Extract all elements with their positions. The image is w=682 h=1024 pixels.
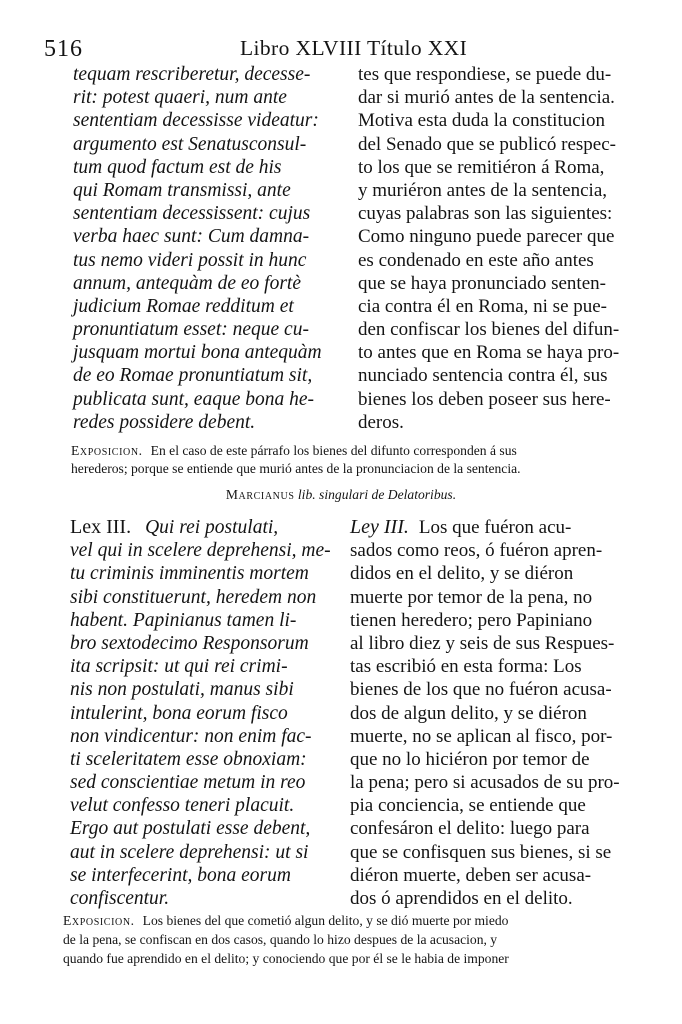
- latin-column-top: [73, 63, 345, 434]
- latin-line-text: Qui rei postulati,: [145, 517, 279, 538]
- latin-line: sententiam decessisse videatur:: [73, 110, 319, 132]
- spanish-line: tes que respondiese, se puede du-: [358, 64, 612, 85]
- spanish-line: didos en el delito, y se diéron: [350, 563, 574, 585]
- spanish-line: dos ó aprendidos en el delito.: [350, 888, 573, 909]
- spanish-line: que se confisquen sus bienes, si se: [350, 841, 612, 863]
- exposicion-text: En el caso de este párrafo los bienes del difunto corresponden á sus: [150, 443, 517, 458]
- spanish-line: to antes que en Roma se haya pro-: [358, 342, 620, 364]
- spanish-line: del Senado que se publicó respec-: [358, 133, 616, 155]
- spanish-line: to los que se remitiéron á Roma,: [358, 156, 605, 178]
- spanish-line: bienes los deben poseer sus here-: [358, 388, 611, 410]
- latin-line: [70, 516, 346, 539]
- spanish-line: cuyas palabras son las siguientes:: [358, 203, 613, 225]
- spanish-line: pia conciencia, se entiende que: [350, 795, 586, 817]
- spanish-line: cia contra él en Roma, ni se pue-: [358, 295, 608, 317]
- latin-line: publicata sunt, eaque bona he-: [73, 388, 314, 410]
- latin-line: ita scripsit: ut qui rei crimi-: [70, 656, 288, 678]
- exposicion-line: [63, 911, 623, 930]
- spanish-line: que se haya pronunciado senten-: [358, 272, 606, 294]
- spanish-line: muerte por temor de la pena, no: [350, 586, 593, 608]
- latin-line: aut in scelere deprehensi: ut si: [70, 841, 309, 863]
- latin-line: bro sextodecimo Responsorum: [70, 632, 309, 654]
- spanish-line: diéron muerte, deben ser acusa-: [350, 864, 592, 886]
- latin-line: tu criminis imminentis mortem: [70, 563, 309, 585]
- latin-line: verba haec sunt: Cum damna-: [73, 226, 310, 248]
- latin-line: qui Romam transmissi, ante: [73, 179, 291, 201]
- spanish-line: bienes de los que no fuéron acusa-: [350, 679, 612, 701]
- exposicion-line: herederos; porque se entiende que murió antes de la pronunciacion de la sentencia.: [71, 461, 521, 476]
- exposicion-label: Exposicion.: [71, 443, 143, 458]
- spanish-line: sados como reos, ó fuéron apren-: [350, 540, 603, 562]
- exposicion-line: de la pena, se confiscan en dos casos, quando lo hizo despues de la acusacion, y: [63, 932, 498, 947]
- attribution-work: lib. singulari de Delatoribus.: [297, 487, 457, 502]
- spanish-line: Motiva esta duda la constitucion: [358, 110, 605, 132]
- latin-line: nis non postulati, manus sibi: [70, 679, 294, 701]
- latin-line: rit: potest quaeri, num ante: [73, 87, 287, 109]
- spanish-line: dos de algun delito, y se diéron: [350, 702, 587, 724]
- exposicion-text: Los bienes del que cometió algun delito, y se dió muerte por miedo: [142, 913, 509, 928]
- page-number: 516: [44, 36, 83, 62]
- exposicion-note-1: [71, 442, 623, 478]
- lex-label: Lex III.: [70, 516, 132, 538]
- latin-line: non vindicentur: non enim fac-: [70, 725, 312, 747]
- latin-line: se interfecerint, bona eorum: [70, 864, 291, 886]
- latin-line: tum quod factum est de his: [73, 156, 282, 178]
- latin-line: argumento est Senatusconsul-: [73, 133, 307, 155]
- exposicion-line: [71, 442, 623, 460]
- spanish-line: y muriéron antes de la sentencia,: [358, 179, 608, 201]
- ley-label: Ley III.: [350, 516, 409, 538]
- latin-line: tus nemo videri possit in hunc: [73, 249, 307, 271]
- latin-line: confiscentur.: [70, 888, 170, 909]
- spanish-column-bottom: [350, 516, 622, 910]
- latin-line: redes possidere debent.: [73, 411, 256, 433]
- latin-line: sibi constituerunt, heredem non: [70, 586, 317, 608]
- spanish-line: tas escribió en esta forma: Los: [350, 656, 582, 678]
- exposicion-line: quando fue aprendido en el delito; y conociendo que por él se le habia de imponer: [63, 951, 509, 966]
- latin-line: velut confesso teneri placuit.: [70, 795, 295, 817]
- latin-column-bottom: [70, 516, 346, 910]
- spanish-line: que no lo hiciéron por temor de: [350, 748, 590, 770]
- spanish-column-top: [358, 63, 626, 434]
- exposicion-label: Exposicion.: [63, 913, 135, 928]
- running-head: Libro XLVIII Título XXI: [240, 36, 468, 60]
- latin-line: jusquam mortui bona antequàm: [73, 342, 322, 364]
- latin-line: ti sceleritatem esse obnoxiam:: [70, 748, 307, 770]
- latin-line: de eo Romae pronuntiatum sit,: [73, 365, 313, 387]
- spanish-line: nunciado sentencia contra él, sus: [358, 365, 608, 387]
- latin-line: vel qui in scelere deprehensi, me-: [70, 540, 331, 562]
- spanish-line-text: Los que fuéron acu-: [418, 517, 572, 538]
- latin-line: sed conscientiae metum in reo: [70, 772, 306, 794]
- spanish-line: den confiscar los bienes del difun-: [358, 319, 620, 341]
- spanish-line: dar si murió antes de la sentencia.: [358, 87, 615, 109]
- attribution-author: Marcianus: [225, 487, 295, 502]
- spanish-line: es condenado en este año antes: [358, 249, 594, 271]
- latin-line: tequam rescriberetur, decesse-: [73, 64, 311, 85]
- spanish-line: deros.: [358, 411, 404, 433]
- spanish-line: tienen heredero; pero Papiniano: [350, 609, 593, 631]
- spanish-line: al libro diez y seis de sus Respues-: [350, 632, 615, 654]
- attribution: [0, 487, 682, 503]
- latin-line: habent. Papinianus tamen li-: [70, 609, 297, 631]
- spanish-line: la pena; pero si acusados de su pro-: [350, 772, 620, 794]
- latin-line: intulerint, bona eorum fisco: [70, 702, 288, 724]
- latin-line: judicium Romae redditum et: [73, 295, 294, 317]
- latin-line: pronuntiatum esset: neque cu-: [73, 319, 309, 341]
- latin-line: Ergo aut postulati esse debent,: [70, 818, 311, 840]
- latin-line: annum, antequàm de eo fortè: [73, 272, 302, 294]
- latin-line: sententiam decessissent: cujus: [73, 203, 311, 225]
- spanish-line: muerte, no se aplican al fisco, por-: [350, 725, 613, 747]
- spanish-line: [350, 516, 622, 539]
- exposicion-note-2: [63, 911, 623, 968]
- spanish-line: confesáron el delito: luego para: [350, 818, 590, 840]
- spanish-line: Como ninguno puede parecer que: [358, 226, 615, 248]
